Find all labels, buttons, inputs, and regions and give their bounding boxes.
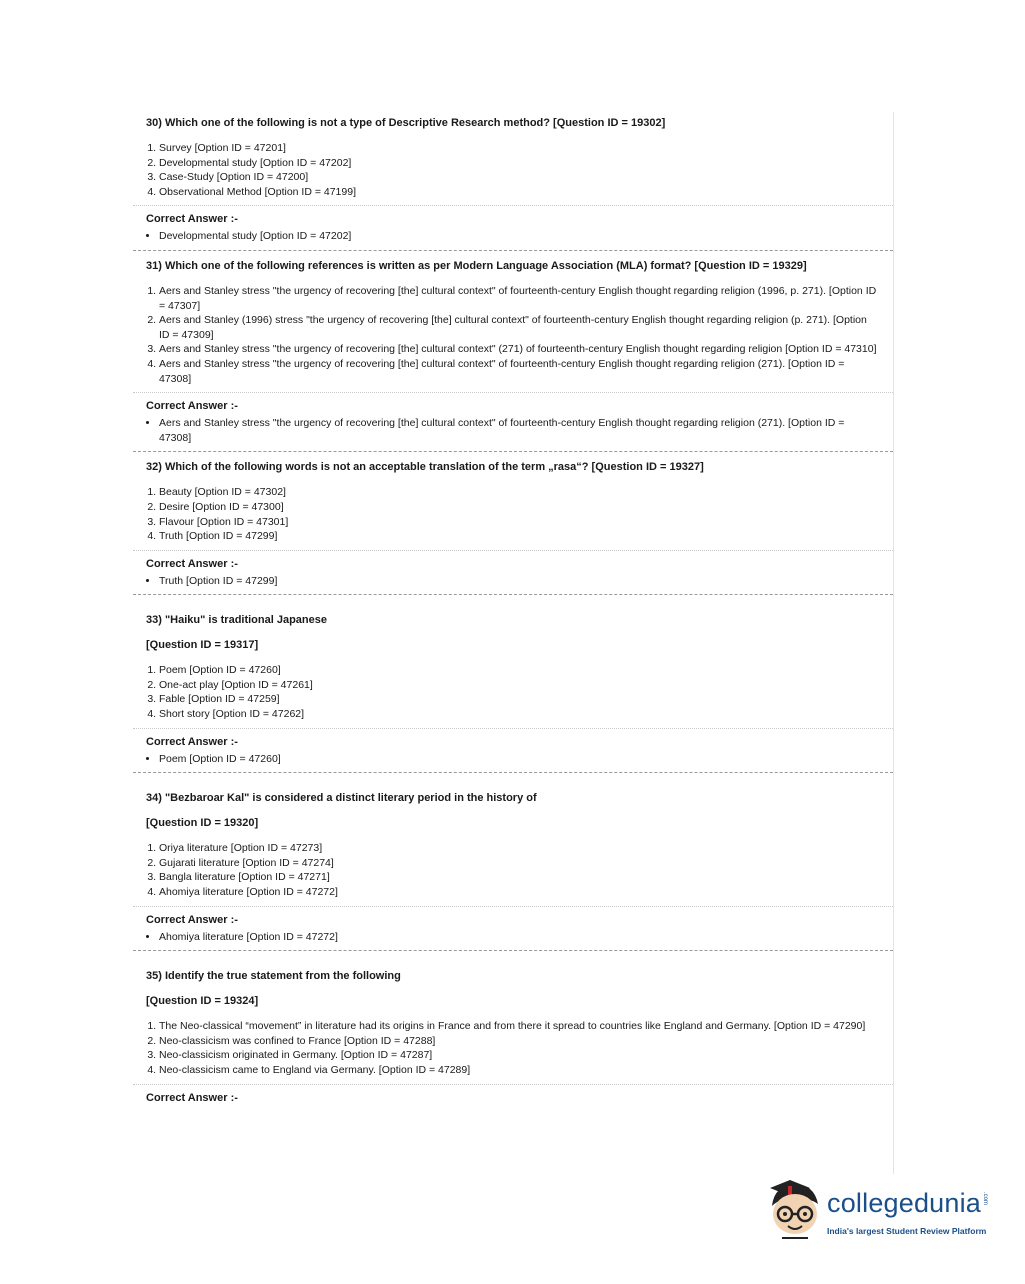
question-title: 34) "Bezbaroar Kal" is considered a distinct literary period in the history of [146,792,537,805]
answer-section [133,1084,893,1114]
option-item: 1. Survey [Option ID = 47201] [159,141,879,156]
option-item: 1. Aers and Stanley stress "the urgency of recovering [the] cultural context" of fourteenth-century English thought regarding religion (1996, p. 271). [Option ID = 47307] [159,284,879,313]
answer-section [133,728,893,773]
mascot-icon [764,1176,826,1248]
option-item: 3. Bangla literature [Option ID = 47271] [159,870,879,885]
option-item: 1. Beauty [Option ID = 47302] [159,485,879,500]
question-body [133,452,893,549]
option-list [146,1019,879,1077]
option-list [146,485,879,543]
option-item: 4. Ahomiya literature [Option ID = 47272] [159,885,879,900]
option-item: 1. Oriya literature [Option ID = 47273] [159,841,879,856]
option-item: 4. Neo-classicism came to England via Germany. [Option ID = 47289] [159,1063,879,1078]
brand-name: collegedunia [827,1188,982,1218]
option-item: 2. Gujarati literature [Option ID = 47274] [159,856,879,871]
question-body [133,251,893,392]
question-34 [133,773,893,951]
option-item: 2. Desire [Option ID = 47300] [159,500,879,515]
question-title: 35) Identify the true statement from the following [146,970,401,983]
brand-suffix: .com [982,1192,988,1206]
question-title: 33) "Haiku" is traditional Japanese [146,614,327,627]
question-title: 30) Which one of the following is not a type of Descriptive Research method? [Question ID = 19302] [146,117,666,129]
option-item: 3. Fable [Option ID = 47259] [159,692,879,707]
question-35 [133,951,893,1113]
question-body [133,595,893,727]
correct-answer-label: Correct Answer :- [146,400,238,413]
correct-answer: • Aers and Stanley stress "the urgency of recovering [the] cultural context" of fourteenth-century English thought regarding religion (271). [Option ID = 47308] [159,416,879,445]
question-33 [133,595,893,773]
question-id: [Question ID = 19320] [146,817,259,830]
option-item: 2. Developmental study [Option ID = 47202] [159,156,879,171]
option-list [146,663,879,721]
option-item: 2. Neo-classicism was confined to France [Option ID = 47288] [159,1034,879,1049]
option-item: 3. Flavour [Option ID = 47301] [159,515,879,530]
question-id: [Question ID = 19324] [146,995,259,1008]
answer-list [146,574,879,589]
option-list [146,284,879,386]
correct-answer-label: Correct Answer :- [146,913,238,926]
answer-section [133,906,893,951]
question-31 [133,251,893,452]
option-item: 4. Truth [Option ID = 47299] [159,529,879,544]
option-item: 2. One-act play [Option ID = 47261] [159,678,879,693]
correct-answer-label: Correct Answer :- [146,1091,238,1104]
option-item: 4. Observational Method [Option ID = 47199] [159,185,879,200]
answer-section [133,205,893,250]
correct-answer: • Truth [Option ID = 47299] [159,574,879,589]
question-30 [133,112,893,251]
option-list [146,141,879,199]
answer-list [146,229,879,244]
correct-answer-label: Correct Answer :- [146,213,238,226]
option-item: 3. Neo-classicism originated in Germany. [Option ID = 47287] [159,1048,879,1063]
option-item: 1. The Neo-classical “movement” in literature had its origins in France and from there it spread to countries like England and Germany. [Option ID = 47290] [159,1019,879,1034]
question-paper [133,112,894,1174]
correct-answer: • Ahomiya literature [Option ID = 47272] [159,930,879,945]
option-item: 2. Aers and Stanley (1996) stress "the urgency of recovering [the] cultural context" of fourteenth-century English thought regarding religion (p. 271). [Option ID = 47309] [159,313,879,342]
option-list [146,841,879,899]
correct-answer-label: Correct Answer :- [146,735,238,748]
correct-answer-label: Correct Answer :- [146,557,238,570]
answer-list [146,930,879,945]
answer-section [133,550,893,595]
question-id: [Question ID = 19317] [146,639,259,652]
answer-list [146,752,879,767]
correct-answer: • Developmental study [Option ID = 47202] [159,229,879,244]
question-title: 32) Which of the following words is not an acceptable translation of the term „rasa“? [Question ID = 19327] [146,461,704,474]
question-body [133,773,893,905]
correct-answer: • Poem [Option ID = 47260] [159,752,879,767]
option-item: 4. Aers and Stanley stress "the urgency of recovering [the] cultural context" of fourteenth-century English thought regarding religion (271). [Option ID = 47308] [159,357,879,386]
answer-section [133,392,893,451]
collegedunia-logo [764,1176,994,1250]
question-32 [133,452,893,595]
answer-list [146,416,879,445]
option-item: 3. Case-Study [Option ID = 47200] [159,170,879,185]
question-body [133,112,893,205]
question-body [133,951,893,1083]
option-item: 3. Aers and Stanley stress "the urgency of recovering [the] cultural context" (271) of fourteenth-century English thought regarding religion [Option ID = 47310] [159,342,879,357]
question-title: 31) Which one of the following references is written as per Modern Language Association (MLA) format? [Question ID = 19329] [146,259,807,272]
brand-tagline: India's largest Student Review Platform [827,1226,987,1236]
option-item: 1. Poem [Option ID = 47260] [159,663,879,678]
option-item: 4. Short story [Option ID = 47262] [159,707,879,722]
